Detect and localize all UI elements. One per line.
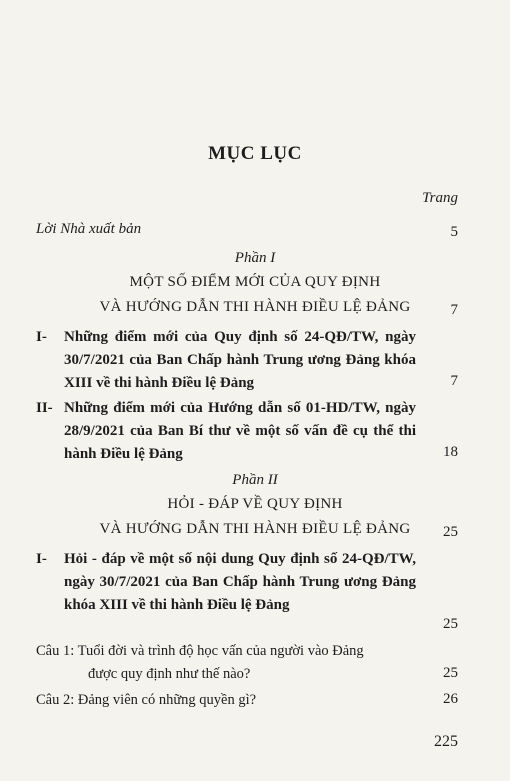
section-title: Hỏi - đáp về một số nội dung Quy định số 24-QĐ/TW, ngày 30/7/2021 của Ban Chấp hành Trung ương Đảng khóa XIII về thi hành Điều lệ Đảng [64, 551, 416, 613]
toc-section[interactable] [36, 397, 416, 466]
toc-entry-publisher-note[interactable] [36, 218, 458, 240]
section-number: I- [36, 551, 47, 567]
toc-entry-page: 18 [443, 444, 458, 460]
part-label: Phần I [234, 250, 276, 266]
question-line: Câu 2: Đảng viên có những quyền gì? [36, 692, 257, 708]
part-title-line: VÀ HƯỚNG DẪN THI HÀNH ĐIỀU LỆ ĐẢNG [99, 299, 411, 315]
toc-entry-page: 7 [450, 302, 458, 318]
question-line: được quy định như thế nào? [88, 666, 251, 682]
toc-question[interactable] [36, 689, 426, 712]
section-number: I- [36, 329, 47, 345]
toc-entry-page: 7 [450, 373, 458, 389]
page-number: 225 [434, 733, 458, 750]
page-column-header: Trang [422, 190, 458, 206]
part-title-line: HỎI - ĐÁP VỀ QUY ĐỊNH [167, 496, 343, 512]
section-title: Những điểm mới của Quy định số 24-QĐ/TW, ngày 30/7/2021 của Ban Chấp hành Trung ương Đảng khóa XIII về thi hành Điều lệ Đảng [64, 329, 416, 391]
toc-section[interactable] [36, 548, 416, 617]
section-number: II- [36, 400, 53, 416]
toc-entry-page: 26 [443, 691, 458, 707]
toc-section[interactable] [36, 326, 416, 395]
toc-entry-label: Lời Nhà xuất bản [36, 221, 142, 237]
toc-entry-page: 25 [443, 616, 458, 632]
question-line: Câu 1: Tuổi đời và trình độ học vấn của người vào Đảng [36, 643, 364, 659]
section-title: Những điểm mới của Hướng dẫn số 01-HD/TW, ngày 28/9/2021 của Ban Bí thư về một số vấn đề cụ thể thi hành Điều lệ Đảng [64, 400, 416, 462]
part-title-line: VÀ HƯỚNG DẪN THI HÀNH ĐIỀU LỆ ĐẢNG [99, 521, 411, 537]
toc-entry-page: 25 [443, 524, 458, 540]
part-title-line: MỘT SỐ ĐIỂM MỚI CỦA QUY ĐỊNH [129, 274, 381, 290]
toc-entry-page: 5 [450, 224, 458, 240]
page-title: MỤC LỤC [208, 143, 302, 164]
toc-entry-page: 25 [443, 665, 458, 681]
toc-question[interactable] [36, 640, 426, 686]
part-label: Phần II [232, 472, 278, 488]
